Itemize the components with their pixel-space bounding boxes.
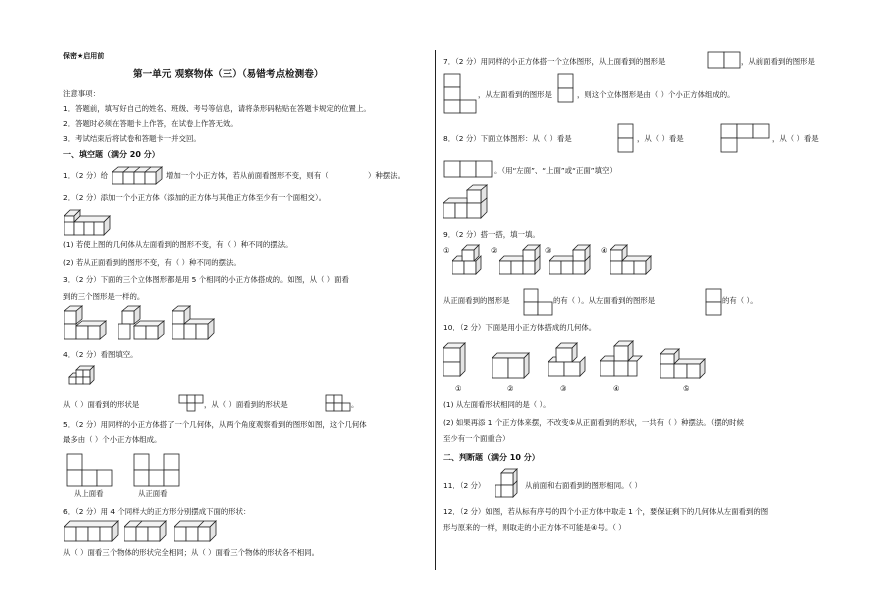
- q10-figure-4: [600, 340, 644, 378]
- q10-part1: (1) 从左面看形状相同的是（ ）。: [443, 400, 551, 409]
- q7-text-b1: ，从左面看到的图形是: [478, 90, 552, 99]
- q10-label-1: ①: [455, 384, 462, 393]
- q2-text: 2．（2 分）添加一个小正方体（添加的正方体与其他正方体至少有一个面相交）。: [63, 193, 327, 202]
- q3-text-a: 3．（2 分）下面的三个立体图形都是用 5 个相同的小正方体搭成的。如图，从（ ）面看: [63, 275, 349, 284]
- q9-figure-4: [610, 244, 654, 276]
- q9-figure-1: [452, 244, 492, 276]
- q4-text-a: 4．（2 分）看图填空。: [63, 350, 138, 359]
- q7-top-view: [707, 51, 741, 69]
- q5-front-view: [133, 453, 181, 487]
- q8-text-a2: ，从（ ）看是: [637, 134, 684, 143]
- q11-figure: [495, 468, 525, 498]
- q9-label-4: ④: [601, 246, 608, 255]
- q1-text-c: ）种摆法。: [368, 171, 405, 180]
- q10-part2: (2) 如果再添 1 个正方体来摆，不改变⑤从正面看到的形状，一共有（ ）种摆法。（摆的时候: [443, 418, 744, 427]
- q4-figure: [66, 364, 96, 388]
- q8-text-a3: ，从（ ）看是: [772, 134, 819, 143]
- page-title: 第一单元 观察物体（三）（易错考点检测卷）: [133, 69, 324, 80]
- q8-solid-figure: [443, 184, 495, 220]
- q7-text-b2: ，则这个立体图形是由（ ）个小正方体组成的。: [577, 90, 735, 99]
- section-judgement: 二、判断题（满分 10 分）: [443, 453, 540, 462]
- q3-figure-3: [172, 305, 220, 341]
- q3-figure-1: [64, 305, 112, 341]
- q9-shape-front: [523, 288, 553, 316]
- q2-figure: [64, 207, 114, 237]
- note-item: 2．答题时必须在答题卡上作答，在试卷上作答无效。: [63, 119, 238, 128]
- q6-figure-2: [124, 520, 174, 542]
- q9-label-2: ②: [491, 246, 498, 255]
- q1-text-b: 增加一个小正方体，若从前面看图形不变，则有（: [166, 171, 329, 180]
- notes-heading: 注意事项：: [63, 89, 100, 98]
- q8-view-1: [617, 123, 635, 153]
- q9-text-b2: 的有（ ）。从左面看到的图形是: [553, 296, 656, 305]
- q4-text-b2: ，从（ ）面看到的形状是: [204, 400, 288, 409]
- q10-label-2: ②: [507, 384, 514, 393]
- q9-figure-3: [549, 244, 597, 276]
- q10-figure-5: [660, 348, 708, 380]
- q12-text-b: 形与原来的一样，则取走的小正方体不可能是④号。（ ）: [443, 523, 626, 532]
- note-item: 1．答题前，填写好自己的姓名、班级、考号等信息，请将条形码粘贴在答题卡规定的位置上。: [63, 104, 371, 113]
- q7-text-a1: 7．（2 分）用同样的小正方体搭一个立体图形，从上面看到的图形是: [443, 57, 666, 66]
- q9-text-b3: 的有（ ）。: [722, 296, 758, 305]
- q4-text-b3: 。: [351, 400, 359, 409]
- q10-label-5: ⑤: [683, 384, 690, 393]
- q6-text-b: 从（ ）面看三个物体的形状完全相同；从（ ）面看三个物体的形状各不相同。: [63, 548, 319, 557]
- q9-label-3: ③: [545, 246, 552, 255]
- q5-text-a: 5．（2 分）用同样的小正方体搭了一个几何体，从两个角度观察看到的图形如图，这个几何体: [63, 420, 367, 429]
- q9-shape-left: [705, 288, 723, 316]
- q9-text-b1: 从正面看到的图形是: [443, 296, 510, 305]
- q7-front-view: [443, 73, 477, 115]
- q8-text-b: 。（用“左面”、“上面”或“正面”填空）: [494, 166, 617, 175]
- q4-text-b1: 从（ ）面看到的形状是: [63, 400, 140, 409]
- q3-figure-2: [118, 305, 166, 341]
- q10-figure-3: [548, 342, 588, 378]
- q10-figure-2: [492, 352, 532, 380]
- q8-text-a1: 8．（2 分）下面立体图形：从（ ）看是: [443, 134, 572, 143]
- q9-figure-2: [499, 244, 547, 276]
- q10-figure-1: [443, 342, 467, 378]
- q7-text-a2: ，从前面看到的图形是: [741, 57, 815, 66]
- q2-part1: (1) 若使上图的几何体从左面看到的图形不变，有（ ）种不同的摆法。: [63, 240, 293, 249]
- q2-part2: (2) 若从正面看到的图形不变，有（ ）种不同的摆法。: [63, 258, 241, 267]
- q7-left-view: [557, 73, 575, 103]
- q5-top-view: [66, 453, 114, 487]
- q9-label-1: ①: [443, 246, 450, 255]
- q4-shape-1: [178, 394, 204, 412]
- q11-text-a: 11．（2 分）: [443, 481, 486, 490]
- q10-part3: 至少有一个面重合）: [443, 434, 510, 443]
- q3-text-b: 到的三个图形是一样的。: [63, 292, 145, 301]
- q5-caption-top: 从上面看: [74, 489, 104, 498]
- q5-text-b: 最多由（ ）个小正方体组成。: [63, 435, 162, 444]
- q6-figure-3: [174, 520, 224, 542]
- q9-text-a: 9．（2 分）搭一搭，填一填。: [443, 230, 540, 239]
- q5-caption-front: 从正面看: [138, 489, 168, 498]
- q6-figure-1: [64, 520, 122, 542]
- q4-shape-2: [325, 394, 351, 412]
- note-item: 3．考试结束后将试卷和答题卡一并交回。: [63, 134, 201, 143]
- q10-text-a: 10．（2 分）下面是用小正方体搭成的几何体。: [443, 323, 597, 332]
- q1-text-a: 1．（2 分）给: [63, 171, 109, 180]
- q6-text-a: 6．（2 分）用 4 个同样大的正方形分别摆成下面的形状：: [63, 507, 251, 516]
- column-divider: [435, 50, 436, 570]
- q8-view-2: [720, 123, 770, 153]
- secret-label: 保密★启用前: [63, 52, 105, 60]
- q10-label-4: ④: [613, 384, 620, 393]
- q10-label-3: ③: [560, 384, 567, 393]
- section-fill-blank: 一、填空题（满分 20 分）: [63, 150, 160, 159]
- q1-cube-row-figure: [112, 166, 164, 186]
- q11-text-b: 从前面和右面看到的图形相同。（ ）: [525, 481, 642, 490]
- q8-view-3: [443, 160, 493, 180]
- q12-text-a: 12．（2 分）如图，若从标有序号的四个小正方体中取走 1 个，要保证剩下的几何体从左面看到的图: [443, 507, 769, 516]
